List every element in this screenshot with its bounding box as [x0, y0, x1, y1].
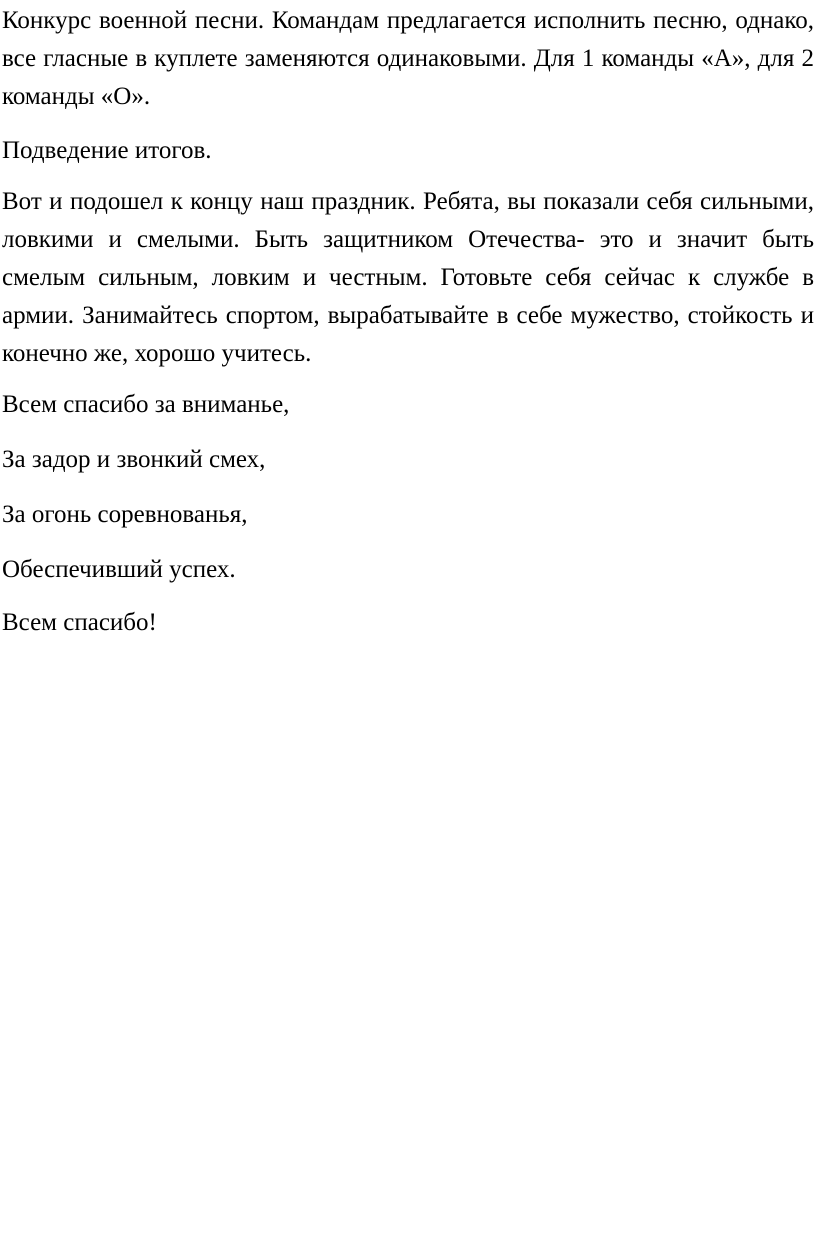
paragraph-contest: Конкурс военной песни. Командам предлагается исполнить песню, однако, все гласные в куплете заменяются одинаковыми. Для 1 команды «А», для 2 команды «О». — [2, 7, 814, 110]
poem-line: За огонь соревнованья, — [2, 501, 248, 528]
paragraph-summary: Подведение итогов. — [2, 137, 212, 164]
poem-line: Обеспечивший успех. — [2, 556, 236, 583]
paragraph-closing: Вот и подошел к концу наш праздник. Ребята, вы показали себя сильными, ловкими и смелыми. Быть защитником Отечества- это и значит быть смелым сильным, ловким и честным. Готовьте себя сейчас к службе в армии. Занимайтесь спортом, вырабатывайте в себе мужество, стойкость и конечно же, хорошо учитесь. — [2, 188, 814, 367]
poem-line: За задор и звонкий смех, — [2, 446, 266, 473]
poem-line: Всем спасибо за вниманье, — [2, 391, 290, 418]
poem-line: Всем спасибо! — [2, 609, 157, 636]
